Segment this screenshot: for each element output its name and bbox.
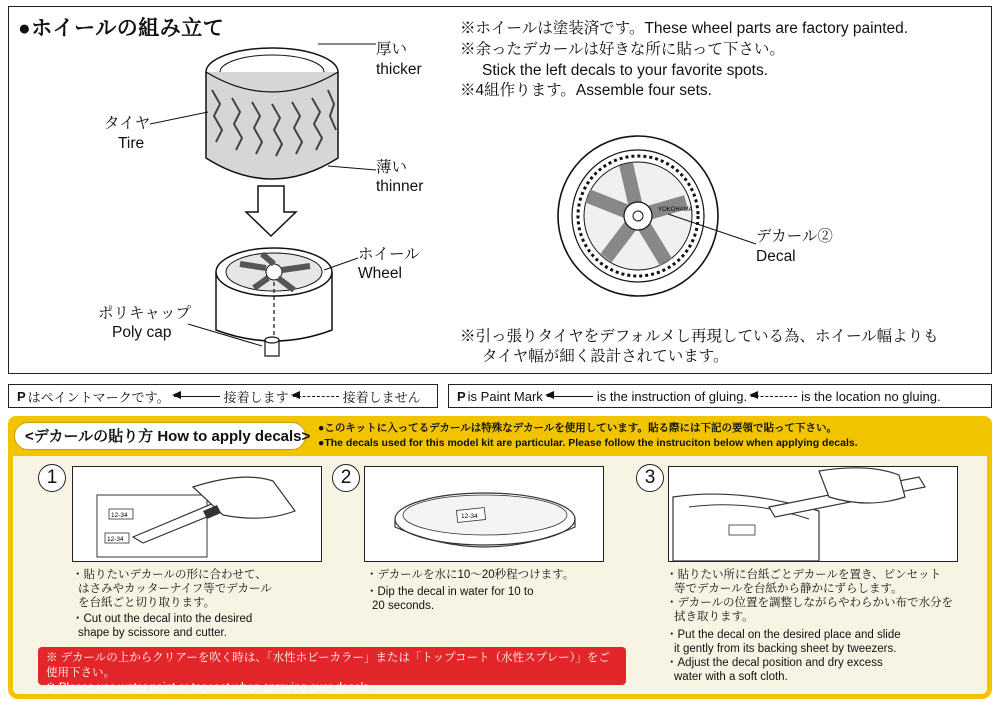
noglue-arrow-icon [293, 396, 339, 397]
label-thinner-jp: 薄い [376, 159, 408, 176]
legend-en [448, 384, 992, 408]
step2-jp-1: ・デカールを水に10〜20秒程つけます。 [366, 569, 575, 581]
step1-tag-a: 12-34 [111, 512, 128, 519]
step3-en-4: water with a soft cloth. [674, 671, 788, 683]
step-number-1: 1 [38, 464, 66, 492]
note-stretch-1: ※引っ張りタイヤをデフォルメし再現している為、ホイール幅よりも [460, 328, 939, 345]
step2-tag: 12-34 [461, 513, 478, 520]
legend-en-paint: is Paint Mark [467, 388, 543, 404]
spray-warning-jp: ※ デカールの上からクリアーを吹く時は、「水性ホビーカラー」または「トップコート（水性スプレー）」をご使用下さい。 [46, 652, 610, 679]
step-number-2: 2 [332, 464, 360, 492]
section-title: ●ホイールの組み立て [18, 17, 225, 40]
tire-wheel-diagram [150, 40, 380, 370]
spray-warning [38, 647, 626, 694]
glue-arrow-icon [547, 396, 593, 397]
legend-jp-paint: はペイントマークです。 [27, 389, 170, 405]
label-thicker-jp: 厚い [376, 41, 408, 58]
label-decal-jp: デカール② [756, 228, 833, 245]
step3-en-1: ・Put the decal on the desired place and slide [666, 629, 901, 641]
note-leftover-en: Stick the left decals to your favorite spots. [482, 62, 769, 79]
label-wheel-en: Wheel [358, 265, 402, 282]
paint-mark-icon: P [457, 388, 466, 404]
step2-en-2: 20 seconds. [372, 600, 435, 612]
step2-illustration [364, 466, 604, 562]
wheel-illustration [216, 248, 358, 341]
step1-tag-b: 12-34 [107, 536, 124, 543]
paint-mark-icon: P [17, 388, 26, 404]
glue-arrow-icon [174, 396, 220, 397]
step3-jp-3: ・デカールの位置を調整しながらやわらかい布で水分を [666, 597, 954, 609]
legend-en-noglue: is the location no gluing. [801, 388, 941, 404]
label-polycap-en: Poly cap [112, 324, 172, 341]
step3-en-2: it gently from its backing sheet by tweezers. [674, 643, 897, 655]
step1-en-1: ・Cut out the decal into the desired [72, 613, 253, 625]
label-polycap-jp: ポリキャップ [98, 305, 192, 322]
legend-jp-glue: 接着します [223, 389, 289, 405]
step1-illustration [72, 466, 322, 562]
step3-illustration [668, 466, 958, 562]
wheel-front-diagram [548, 134, 798, 304]
step-number-3: 3 [636, 464, 664, 492]
legend-jp [8, 384, 438, 408]
label-decal-en: Decal [756, 248, 796, 265]
legend-jp-noglue: 接着しません [342, 389, 421, 405]
note-leftover-jp: ※余ったデカールは好きな所に貼って下さい。 [460, 41, 785, 58]
label-thinner-en: thinner [376, 178, 424, 195]
label-wheel-jp: ホイール [358, 246, 420, 263]
tire-illustration [150, 44, 376, 179]
step3-jp-2: 等でデカールを台紙から静かにずらします。 [674, 583, 903, 595]
step3-jp-4: 拭き取ります。 [674, 611, 754, 623]
step1-en-2: shape by scissore and cutter. [78, 627, 227, 639]
spray-warning-en: ※ Please use water paint or topcoat when spraying over decals. [46, 682, 373, 694]
decal-title: <デカールの貼り方 How to apply decals> [14, 422, 306, 450]
label-thicker-en: thicker [376, 61, 422, 78]
step3-jp-1: ・貼りたい所に台紙ごとデカールを置き、ピンセット [666, 569, 942, 581]
note-sets: ※4組作ります。Assemble four sets. [460, 82, 712, 99]
step1-jp-3: を台紙ごと切り取ります。 [78, 597, 216, 609]
step3-en-3: ・Adjust the decal position and dry excess [666, 657, 883, 669]
note-stretch-2: タイヤ幅が細く設計されています。 [482, 348, 729, 365]
step2-en-1: ・Dip the decal in water for 10 to [366, 586, 534, 598]
step1-jp-1: ・貼りたいデカールの形に合わせて、 [72, 569, 267, 581]
decal-tag: YOKOHAMA [658, 207, 693, 213]
noglue-arrow-icon [751, 396, 797, 397]
step1-jp-2: はさみやカッターナイフ等でデカール [78, 583, 272, 595]
legend-en-glue: is the instruction of gluing. [596, 388, 748, 404]
decal-note-jp: ●このキットに入ってるデカールは特殊なデカールを使用しています。貼る際には下記の要領で貼って下さい。 [318, 422, 837, 434]
note-painted: ※ホイールは塗装済です。These wheel parts are factory painted. [460, 20, 909, 37]
decal-note-en: ●The decals used for this model kit are particular. Please follow the instruciton below when applying decals. [318, 437, 858, 449]
label-tire-jp: タイヤ [104, 115, 151, 132]
label-tire-en: Tire [118, 135, 145, 152]
